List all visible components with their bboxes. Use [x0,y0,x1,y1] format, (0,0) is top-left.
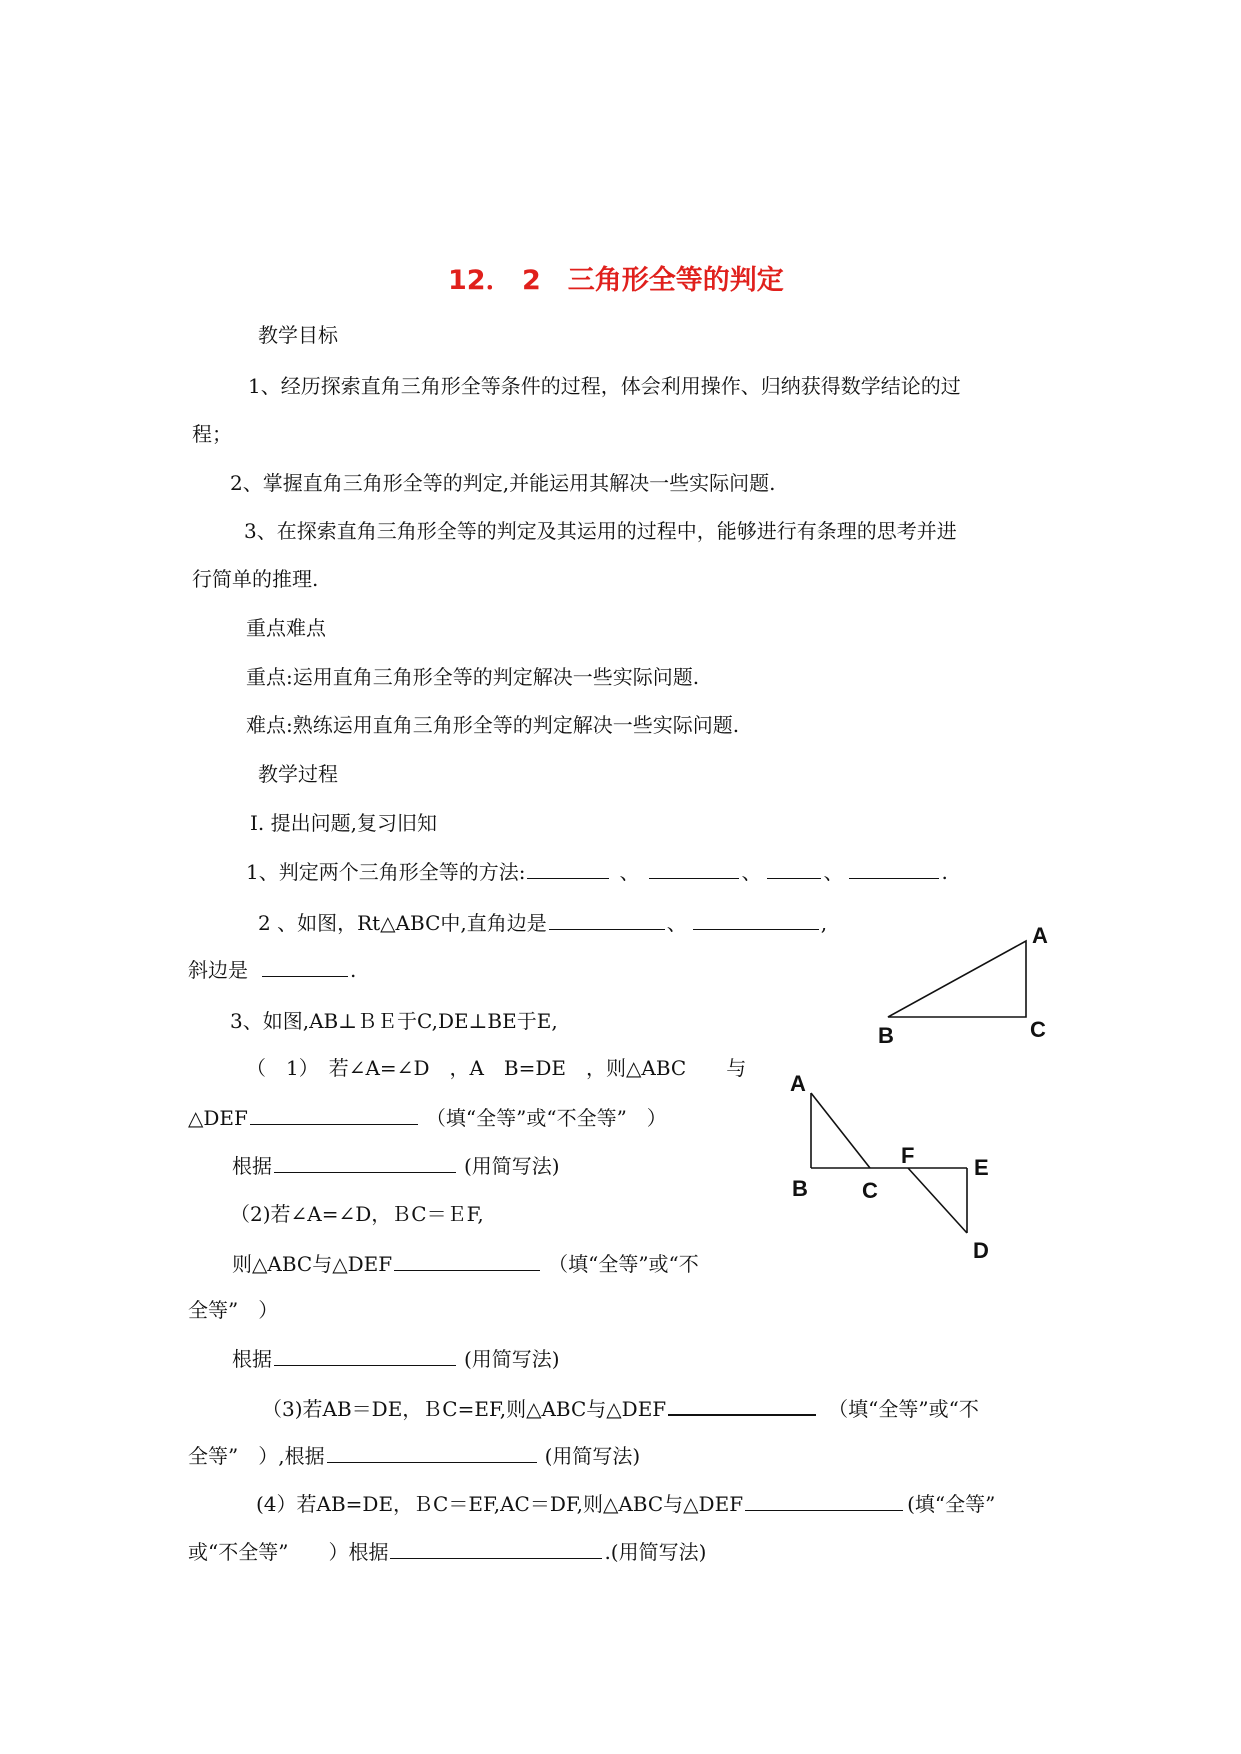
line-fd [908,1168,967,1233]
section-heading-goals: 教学目标 [258,323,338,347]
question-3-part-1-line-2 [188,1104,667,1131]
goal-1-line-1: 1、经历探索直角三角形全等条件的过程，体会利用操作、归纳获得数学结论的过 [248,374,961,398]
text: 则△ABC与△DEF [232,1252,393,1276]
text: 根据 [232,1154,272,1178]
question-2 [258,909,827,936]
question-3-part-2-line-1: （2)若∠A=∠D，ＢC＝ＥF, [230,1202,484,1226]
question-3-part-2-basis [232,1345,560,1372]
text: 根据 [232,1347,272,1371]
figure-right-triangle-abc [870,915,1060,1055]
question-3-part-2-line-2 [232,1250,699,1277]
label-b: B [792,1176,808,1201]
answer-blank[interactable] [649,858,739,879]
label-b: B [878,1023,894,1048]
goal-3-line-2: 行简单的推理. [192,567,319,591]
goal-1-line-2: 程； [192,422,232,446]
separator: 、 [666,911,687,935]
goal-3-line-1: 3、在探索直角三角形全等的判定及其运用的过程中，能够进行有条理的思考并进 [244,519,957,543]
answer-blank[interactable] [527,858,609,879]
question-3-part-2-line-3: 全等” ） [188,1298,279,1322]
answer-blank[interactable] [274,1345,456,1366]
text: (4）若AB=DE，ＢC＝EF,AC＝DF,则△ABC与△DEF [256,1492,744,1516]
text: 全等” ）,根据 [188,1444,325,1468]
label-f: F [901,1143,915,1168]
label-d: D [973,1238,989,1263]
part-1-heading: Ⅰ. 提出问题,复习旧知 [250,811,437,835]
separator: 、 [619,860,640,884]
line-ac [811,1093,870,1168]
answer-blank[interactable] [549,909,665,930]
answer-blank[interactable] [274,1152,456,1173]
answer-blank[interactable] [250,1104,418,1125]
label-c: C [1030,1017,1046,1042]
text: (用简写法) [464,1347,560,1371]
question-3-part-1-line-1: （ 1） 若∠A=∠D ，A B=DE ，则△ABC 与 [246,1056,747,1080]
answer-blank[interactable] [693,909,819,930]
text: （3)若AB＝DE，ＢC=EF,则△ABC与△DEF [262,1397,667,1421]
text: (填“全等” [907,1492,996,1516]
text: （填“全等”或“不全等” ） [425,1106,667,1130]
label-a: A [1032,923,1048,948]
question-3-part-1-basis [232,1152,560,1179]
label-a: A [790,1071,806,1096]
text: (用简写法) [544,1444,641,1468]
answer-blank[interactable] [327,1442,537,1463]
answer-blank[interactable] [767,858,821,879]
text: （填“全等”或“不 [548,1252,699,1276]
text: 或“不全等” ）根据 [188,1540,389,1564]
question-2-text-2: 斜边是 [188,958,248,982]
answer-blank[interactable] [849,858,939,879]
goal-2: 2、掌握直角三角形全等的判定,并能运用其解决一些实际问题. [230,471,776,495]
question-1-text: 1、判定两个三角形全等的方法: [246,860,526,884]
answer-blank[interactable] [668,1394,816,1416]
separator: 、 [823,860,844,884]
figure-two-triangles [780,1068,1010,1268]
answer-blank[interactable] [394,1250,540,1271]
question-2-text: 2 、如图，Rt△ABC中,直角边是 [258,911,547,935]
separator: 、 [741,860,762,884]
question-3-intro: 3、如图,AB⊥ＢＥ于C,DE⊥BE于E, [230,1009,558,1033]
question-3-part-3-line-2 [188,1442,640,1469]
question-3-part-4-line-1 [256,1490,995,1517]
question-2-line-2 [188,956,356,983]
key-point: 重点:运用直角三角形全等的判定解决一些实际问题. [246,665,700,689]
text: △DEF [188,1106,248,1130]
section-heading-key: 重点难点 [246,616,326,640]
difficult-point: 难点:熟练运用直角三角形全等的判定解决一些实际问题. [246,713,740,737]
label-c: C [862,1178,878,1203]
answer-blank[interactable] [262,956,348,977]
page-title: 12． 2 三角形全等的判定 [448,265,784,296]
question-1 [246,858,948,885]
answer-blank[interactable] [390,1538,602,1559]
answer-blank[interactable] [745,1490,903,1511]
text: .(用简写法) [604,1540,707,1564]
separator: , [820,911,828,935]
question-3-part-3-line-1 [262,1394,979,1422]
period: . [941,860,948,884]
period: . [350,958,357,982]
text: （填“全等”或“不 [828,1397,979,1421]
section-heading-process: 教学过程 [258,762,338,786]
label-e: E [974,1155,989,1180]
triangle-abc [888,941,1026,1017]
question-3-part-4-line-2 [188,1538,706,1565]
text: (用简写法) [464,1154,560,1178]
